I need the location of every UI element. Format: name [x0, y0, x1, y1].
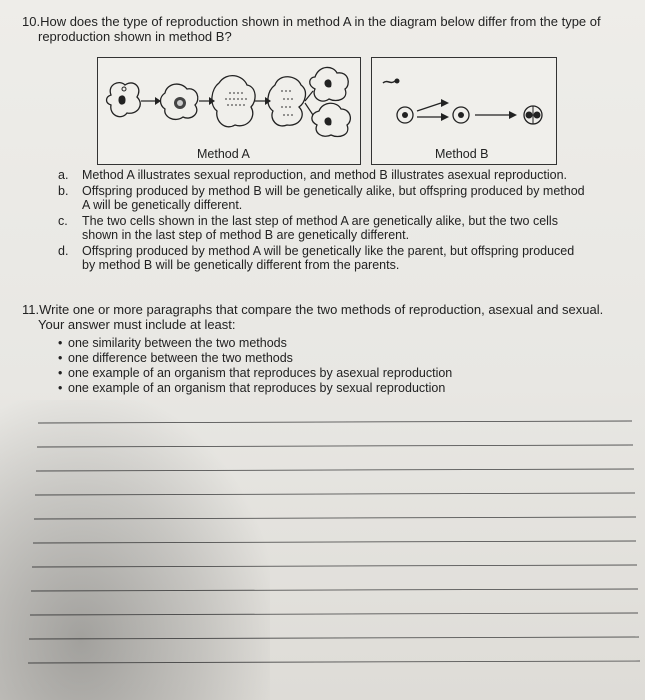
answer-line — [33, 541, 636, 543]
question-10-text-line2: reproduction shown in method B? — [38, 29, 232, 44]
photo-shadow — [0, 400, 270, 700]
answer-line — [32, 565, 637, 567]
method-a-caption: Method A — [197, 147, 250, 161]
answer-line — [28, 661, 640, 663]
diagram-illustration — [97, 57, 557, 149]
option-text-cont: A will be genetically different. — [82, 198, 243, 212]
option-letter: c. — [58, 213, 68, 228]
option-letter: d. — [58, 243, 69, 258]
option-letter: a. — [58, 168, 69, 182]
option-letter: b. — [58, 183, 69, 198]
option-c[interactable] — [58, 214, 633, 243]
option-d[interactable] — [58, 244, 633, 273]
question-11-requirements — [58, 336, 452, 396]
option-text-cont: by method B will be genetically different from the parents. — [82, 258, 400, 272]
method-b-caption: Method B — [435, 147, 489, 161]
question-11-number: 11. — [22, 302, 40, 317]
reproduction-diagram — [97, 57, 557, 165]
bullet-icon: • — [58, 336, 63, 350]
question-11-text-line1: Write one or more paragraphs that compare the two methods of reproduction, asexual and sexual. — [39, 302, 604, 317]
option-text: The two cells shown in the last step of method A are genetically alike, but the two cells — [82, 213, 558, 228]
answer-line — [35, 493, 635, 495]
method-a-cell-4 — [268, 77, 306, 126]
method-b-sperm-cell — [383, 81, 395, 83]
bullet-icon: • — [58, 366, 63, 380]
answer-line — [30, 613, 638, 615]
bullet-icon: • — [58, 381, 63, 395]
question-11 — [22, 302, 637, 332]
option-text-cont: shown in the last step of method B are genetically different. — [82, 228, 410, 242]
answer-line — [31, 589, 638, 591]
option-a[interactable] — [58, 168, 633, 183]
option-b[interactable] — [58, 184, 633, 213]
requirement-item: • one similarity between the two methods — [58, 336, 287, 350]
answer-line — [36, 469, 634, 471]
option-text: Offspring produced by method A will be genetically like the parent, but offspring produced — [82, 243, 575, 258]
question-11-text-line2: Your answer must include at least: — [38, 317, 236, 332]
requirement-item: • one example of an organism that reproduces by sexual reproduction — [58, 381, 446, 395]
answer-line — [37, 445, 633, 447]
method-a-cell-3 — [212, 76, 255, 127]
answer-line — [34, 517, 636, 519]
requirement-item: • one difference between the two methods — [58, 351, 293, 365]
requirement-item: • one example of an organism that reproduces by asexual reproduction — [58, 366, 453, 380]
question-10 — [22, 14, 632, 44]
answer-line — [29, 637, 639, 639]
option-text: Method A illustrates sexual reproduction, and method B illustrates asexual reproduction. — [82, 168, 567, 182]
option-text: Offspring produced by method B will be genetically alike, but offspring produced by method — [82, 183, 585, 198]
question-10-text-line1: How does the type of reproduction shown in method A in the diagram below differ from the type of — [40, 14, 601, 29]
question-10-options — [58, 168, 633, 274]
bullet-icon: • — [58, 351, 63, 365]
answer-line — [38, 421, 632, 423]
question-10-number: 10. — [22, 14, 41, 29]
